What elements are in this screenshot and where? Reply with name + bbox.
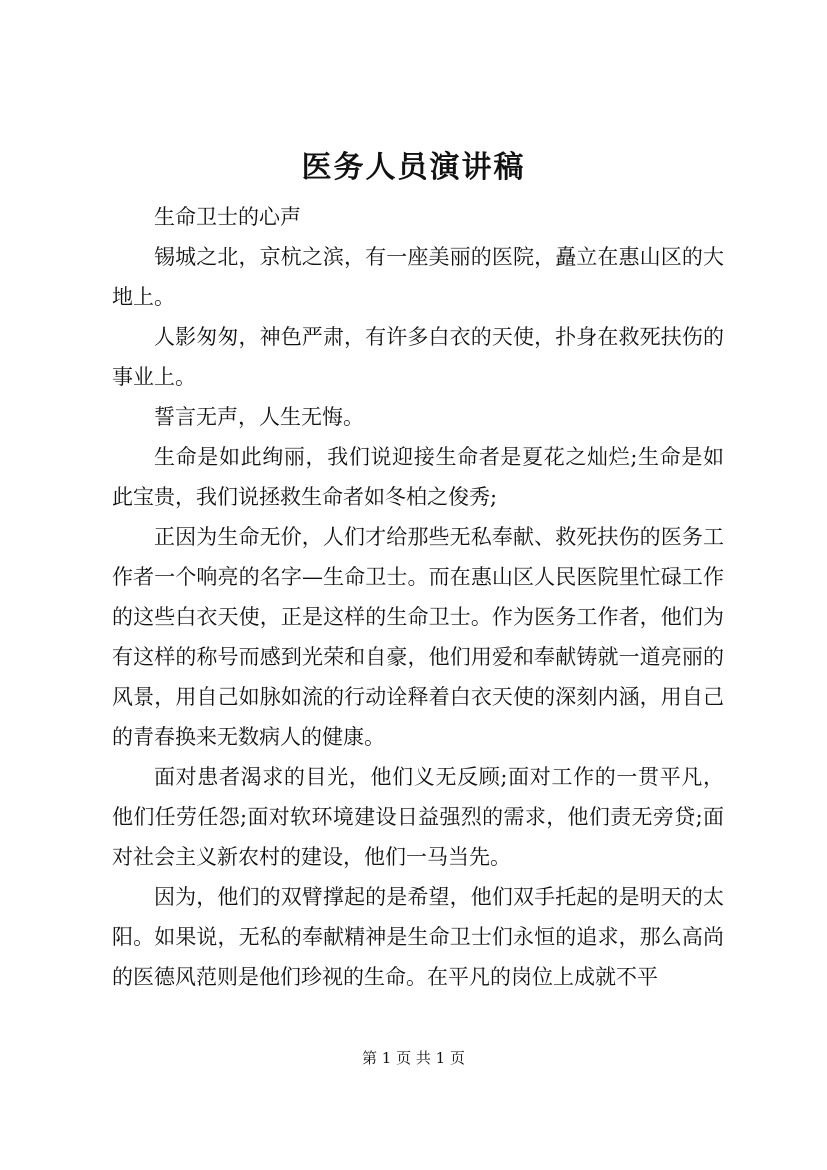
document-body xyxy=(112,197,724,997)
paragraph-subtitle: 生命卫士的心声 xyxy=(154,205,301,229)
paragraph: 人影匆匆，神色严肃，有许多白衣的天使，扑身在救死扶伤的事业上。 xyxy=(112,325,724,389)
paragraph: 因为，他们的双臂撑起的是希望，他们双手托起的是明天的太阳。如果说，无私的奉献精神是生命卫士们永恒的追求，那么高尚的医德风范则是他们珍视的生命。在平凡的岗位上成就不平 xyxy=(112,885,724,989)
page-footer: 第 1 页 共 1 页 xyxy=(362,1049,465,1067)
paragraph: 正因为生命无价，人们才给那些无私奉献、救死扶伤的医务工作者一个响亮的名字—生命卫士。而在惠山区人民医院里忙碌工作的这些白衣天使，正是这样的生命卫士。作为医务工作者，他们为有这样的称号而感到光荣和自豪，他们用爱和奉献铸就一道亮丽的风景，用自己如脉如流的行动诠释着白衣天使的深刻内涵，用自己的青春换来无数病人的健康。 xyxy=(112,525,724,749)
paragraph: 面对患者渴求的目光，他们义无反顾;面对工作的一贯平凡，他们任劳任怨;面对软环境建设日益强烈的需求，他们责无旁贷;面对社会主义新农村的建设，他们一马当先。 xyxy=(112,765,724,869)
paragraph: 生命是如此绚丽，我们说迎接生命者是夏花之灿烂;生命是如此宝贵，我们说拯救生命者如冬柏之俊秀; xyxy=(112,445,724,509)
paragraph: 锡城之北，京杭之滨，有一座美丽的医院，矗立在惠山区的大地上。 xyxy=(112,245,724,309)
document-title: 医务人员演讲稿 xyxy=(301,150,526,185)
paragraph: 誓言无声，人生无悔。 xyxy=(154,405,364,429)
